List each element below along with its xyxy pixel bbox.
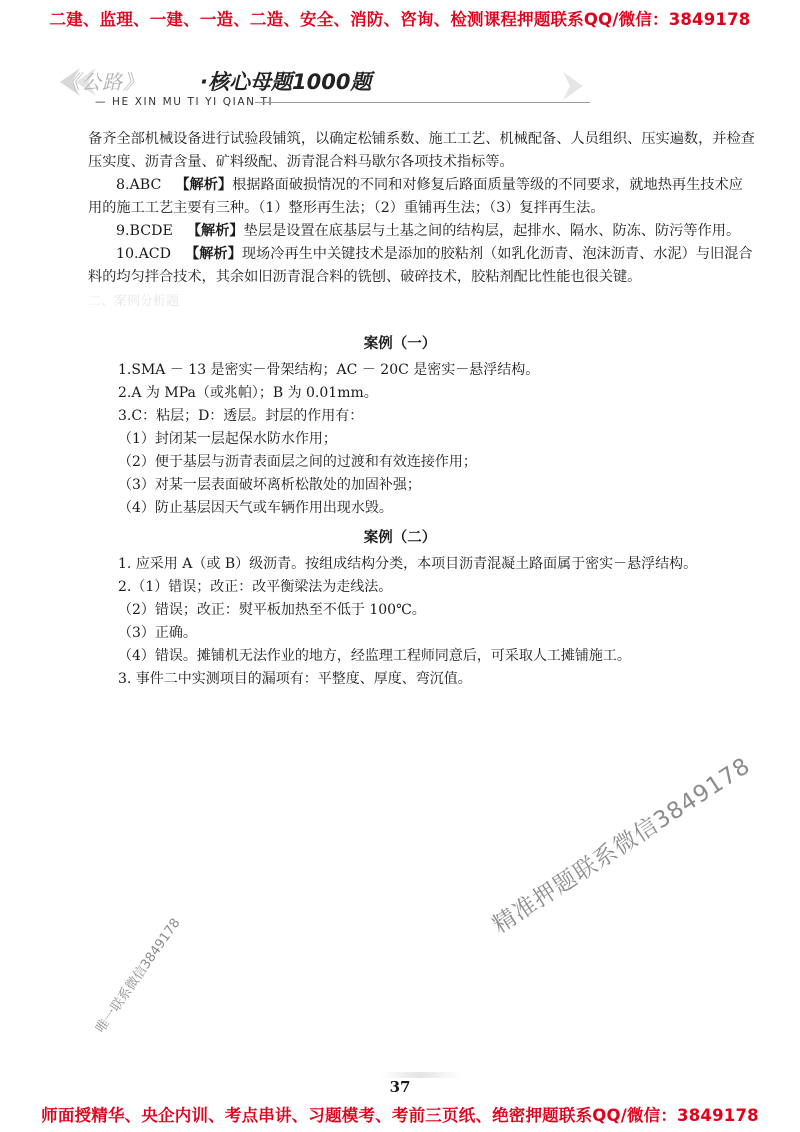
case-2-line: （4）错误。摊铺机无法作业的地方，经监理工程师同意后，可采取人工摊铺施工。: [118, 648, 631, 664]
case-1-line: 3.C：粘层；D：透层。封层的作用有：: [118, 408, 364, 424]
case-2-line: 3. 事件二中实测项目的漏项有：平整度、厚度、弯沉值。: [118, 671, 472, 687]
case-1-line: （1）封闭某一层起保水防水作用；: [118, 431, 337, 447]
case-1-line: 1.SMA － 13 是密实－骨架结构；AC － 20C 是密实－悬浮结构。: [118, 362, 540, 378]
case-1-line: （4）防止基层因天气或车辆作用出现水毁。: [118, 500, 393, 516]
answer-text: 根据路面破损情况的不同和对修复后路面质量等级的不同要求，就地热再生技术应用的施工工艺主要有三种。（1）整形再生法；（2）重铺再生法；（3）复拌再生法。: [88, 177, 743, 216]
top-banner: 二建、监理、一建、一造、二造、安全、消防、咨询、检测课程押题联系QQ/微信：3849178: [49, 10, 751, 29]
case-2-line: 2.（1）错误；改正：改平衡梁法为走线法。: [118, 579, 393, 595]
intro-text: 备齐全部机械设备进行试验段铺筑，以确定松铺系数、施工工艺、机械配备、人员组织、压实遍数，并检查压实度、沥青含量、矿料级配、沥青混合料马歇尔各项技术指标等。: [88, 131, 755, 170]
answer-10: [88, 243, 756, 289]
bottom-banner: 师面授精华、央企内训、考点串讲、习题模考、考前三页纸、绝密押题联系QQ/微信：3849178: [41, 1106, 759, 1125]
book-title-pinyin: — HE XIN MU TI YI QIAN TI: [95, 96, 274, 108]
case-1-line: （2）便于基层与沥青表面层之间的过渡和有效连接作用；: [118, 454, 477, 470]
case-2-title: 案例（二）: [363, 530, 437, 546]
case-2-line: 1. 应采用 A（或 B）级沥青。按组成结构分类，本项目沥青混凝土路面属于密实－悬浮结构。: [118, 556, 698, 572]
page-number: 37: [389, 1078, 411, 1096]
answer-number: 9.BCDE: [116, 223, 173, 239]
watermark-large: 精准押题联系微信3849178: [488, 752, 756, 939]
answer-text: 垫层是设置在底基层与土基之间的结构层，起排水、隔水、防冻、防污等作用。: [243, 223, 741, 239]
analysis-tag: 【解析】: [185, 246, 242, 262]
analysis-tag: 【解析】: [186, 223, 244, 239]
book-title: ·核心母题1000题: [200, 70, 372, 94]
case-2-line: （2）错误；改正：熨平板加热至不低于 100℃。: [118, 602, 426, 618]
case-1-line: 2.A 为 MPa（或兆帕）；B 为 0.01mm。: [118, 385, 378, 401]
analysis-tag: 【解析】: [175, 177, 233, 193]
header-rule: [255, 102, 590, 103]
answer-number: 8.ABC: [116, 177, 162, 193]
intro-paragraph: [88, 128, 756, 174]
answer-8: [88, 174, 756, 220]
case-2-line: （3）正确。: [118, 625, 197, 641]
case-1-line: （3）对某一层表面破坏离析松散处的加固补强；: [118, 477, 421, 493]
answer-text: 现场冷再生中关键技术是添加的胶粘剂（如乳化沥青、泡沫沥青、水泥）与旧混合料的均匀拌合技术，其余如旧沥青混合料的铣刨、破碎技术，胶粘剂配比性能也很关键。: [88, 246, 753, 285]
section-heading-faded: 二、案例分析题: [88, 294, 180, 309]
answer-9: [88, 220, 756, 243]
case-1-title: 案例（一）: [363, 336, 437, 352]
answer-number: 10.ACD: [116, 246, 172, 262]
book-series: 《公路》: [60, 70, 144, 94]
watermark-small: 唯一联系微信3849178: [93, 915, 184, 1036]
